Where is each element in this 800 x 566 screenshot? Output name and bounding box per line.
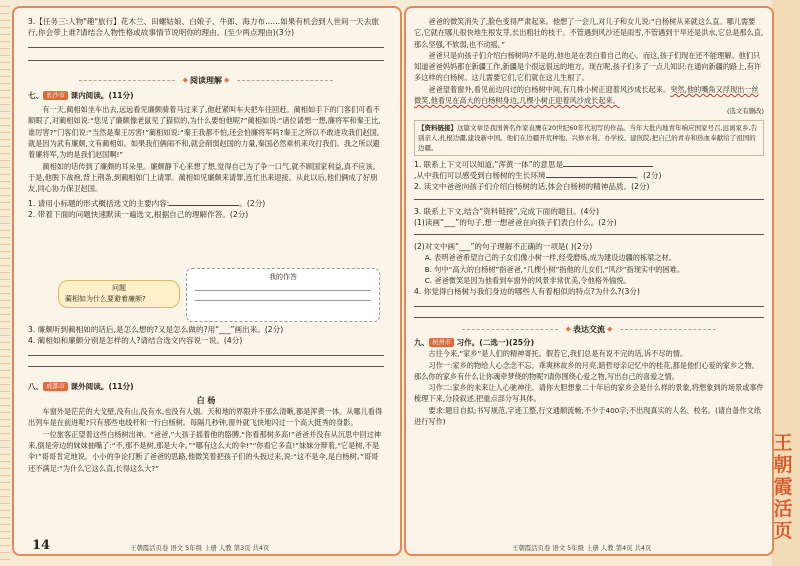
left-q3: 3.【任务三:人物"趣"旅行】花木兰、田螺姑娘、白娘子、牛郎、海力布……如果有机会到人世间一天去旅行,你会带上谁?请结合人物性格或故事情节说明你的理由。(至少两点理由)(3分)	[28, 17, 379, 38]
binding-edge	[0, 0, 10, 566]
section-title: 表达交流	[573, 324, 605, 334]
passage-para: 有一天,蔺相如坐车出去,远远看见廉颇骑着马过来了,他赶紧叫车夫把车往回赶。蔺相如手下的门客们可看不顺眼了,对蔺相如说:“您见了廉颇像老鼠见了猫似的,为什么要怕他呢?”蔺相如说:“诸位请想一想,廉将军和秦王比,谁厉害?”门客们说:“当然是秦王厉害!”蔺相如说:“秦王我都不怕,还会怕廉将军吗?秦王之所以不敢进攻我们赵国,就是因为武有廉颇,文有蔺相如。如果我们俩闹不和,就会削弱赵国的力量,秦国必然乘机来攻打我们。我之所以避着廉将军,为的是我们赵国啊!”	[28, 105, 381, 160]
answer-box[interactable]	[186, 268, 380, 322]
article-para: 爸爸只是向孩子们介绍白杨树吗?不是的,他也是在表白着自己的心。而这,孩子们现在还不能理解。他们只知道爸爸妈妈都在新疆工作,新疆是个很远很远的地方。现在呢,孩子们多了一点儿知识:在通向新疆的路上,有许多这样的白杨树。这儿需要它们,它们就在这儿生根了。	[414, 50, 762, 83]
left-q2: 2. 带着下面的问题快速默读一遍选文,根据自己的理解作答。(2分)	[28, 209, 249, 219]
writing-intro: 古往今来,“家乡”是人们的精神寄托。假若它,我们总是有说不完的话,诉不尽的情。	[428, 349, 688, 359]
s7-heading: 七、 长沙市 课内阅读。(11分)	[28, 90, 134, 100]
answer-label: 我的作答	[269, 273, 297, 281]
left-q4: 4. 蔺相如和廉颇分别是怎样的人?请结合选文内容说一说。(4分)	[28, 336, 243, 346]
option-b[interactable]: B. 句中“高大的白杨树”指爸爸,“几棵小树”指他的儿女们,“风沙”指现实中的困难。	[424, 264, 685, 274]
left-column	[28, 16, 384, 220]
answer-line[interactable]	[414, 306, 764, 307]
page-footer: 王朝霞活页卷 语文 5年级 上册 人教 第4页 共4页	[512, 544, 652, 552]
answer-line[interactable]	[28, 355, 384, 356]
info-link: 【资料链接】这篇文章是我国著名作家袁鹰在20世纪60年代初写的作品。当年大批内地青年响应国家号召,远离家乡,告别亲人,扎根边疆,建设新中国。他们在边疆开荒种地、兴修水利、办学校、建医院,把自己的青春和热血奉献给了祖国的边疆。	[414, 120, 764, 156]
article-para: 一位旅客正望着这些白杨树出神。“爸爸,”大孩子摇着他的胳膊,“你看那树多高!”爸爸并没有从沉思中回过神来,倒是旁边的妹妹抽嘴了:“不,那不是树,那是大伞。”“哪有这么大的伞!”“你看它多直!”妹妹分辩着,“它是树,不是伞!”哥哥肯定地说。小小的争论打断了爸爸的思路,他微笑着把孩子们的头扳过来,说:“这不是伞,是白杨树。”哥哥还不满足:“为什么它这么直,长得这么大?”	[28, 429, 381, 473]
right-q3b: (2)对文中画“___”的句子理解不正确的一项是( )(2分)	[414, 242, 593, 252]
answer-line[interactable]	[195, 290, 371, 291]
answer-line[interactable]	[28, 60, 384, 61]
writing-option-1: 习作一:家乡的物给人心念念不忘。乖爽林故乡的月亮,暗哲母亲记忆中的桂花,都是他们心爱的家乡之物。那么你的家乡有什么让你魂牵梦绕的物呢?请你围绕心爱之物,写出自己的喜爱之情。	[414, 360, 759, 381]
answer-line[interactable]	[414, 199, 764, 200]
section-banner-writing: ◆ 表达交流 ◆	[414, 324, 764, 335]
section-banner-reading: ◆ 阅读理解 ◆	[28, 75, 384, 86]
right-q1b: ,从中我们可以感受到白杨树的生长环境 。(2分)	[414, 170, 662, 180]
answer-line[interactable]	[28, 366, 384, 367]
article-para: 爸爸的微笑消失了,脸色变得严肃起来。他想了一会儿,对儿子和女儿说:“白杨树从来就这么直。哪儿需要它,它就在哪儿很快地生根发芽,长出粗壮的枝干。不管遇到风沙还是雨雪,不管遇到干旱还是洪水,它总是那么直,那么坚强,不软弱,也不动摇。”	[414, 17, 764, 49]
s8-heading: 八、 成都市 课外阅读。(11分)	[28, 381, 134, 391]
city-tag: 成都市	[43, 382, 68, 391]
answer-line[interactable]	[28, 47, 384, 48]
page-number: 14	[32, 538, 51, 553]
left-q1: 1. 请用小标题的形式概括选文的主要内容: 。(2分)	[28, 198, 266, 208]
question-text: 蔺相如为什么要避着廉颇?	[65, 295, 146, 303]
brand-logo: 王 朝 霞 活 页	[773, 432, 793, 542]
s9-heading: 九、 杭州市 习作。(二选一)(25分)	[414, 337, 535, 347]
passage-para: 蔺相如的话传到了廉颇的耳朵里。廉颇静下心来想了想,觉得自己为了争一口气,就不顾国家利益,真不应该。于是,他脱下战袍,背上荆条,到蔺相如门上请罪。蔺相如见廉颇来请罪,连忙出来迎接。从此以后,他们俩成了好朋友,同心协力保卫赵国。	[28, 161, 380, 194]
option-a[interactable]: A. 表明爸爸希望自己的子女们像小树一样,经受磨炼,成为建设边疆的栋梁之材。	[424, 253, 676, 263]
right-q3: 3. 联系上下文,结合“资料链接”,完成下面的题目。(4分)	[414, 206, 599, 216]
right-q3a: (1)读画“___”的句子,想一想爸爸在向孩子们表白什么。(2分)	[414, 217, 617, 227]
writing-requirements: 要求:题目自拟;书写规范,字迹工整,行文通顺流畅;不少于400字;不出现真实的人名、校名。(请自备作文纸进行写作)	[414, 405, 762, 427]
question-label: 问题	[112, 284, 126, 292]
answer-line[interactable]	[414, 317, 764, 318]
article-title: 白 杨	[196, 395, 216, 405]
right-q4: 4. 你觉得白杨树与我们身边的哪些人有着相似的特点?为什么?(3分)	[414, 287, 640, 297]
article-para: 爸爸望着窗外,看见前边闪过的白杨树中间,有几株小树正迎着风沙成长起来。突然,他的嘴角又浮现出一丝微笑,他看见在高大的白杨树身边,几棵小树正迎着风沙成长起来。	[414, 84, 759, 106]
page-footer: 王朝霞活页卷 语文 5年级 上册 人教 第3页 共4页	[130, 544, 270, 552]
option-c[interactable]: C. 爸爸微笑是因为他看到车窗外的风景非常优美,令他格外愉悦。	[424, 276, 631, 286]
source-note: (选文有删改)	[727, 107, 764, 116]
question-cloud	[58, 280, 180, 308]
answer-line[interactable]	[195, 300, 371, 301]
right-q1: 1. 联系上下文可以知道,“浑黄一体”的意思是	[414, 159, 764, 170]
article-para: 车窗外是茫茫的大戈壁,没有山,没有水,也没有人烟。天和地的界限并不那么清晰,都是浑黄一体。从哪儿看得出列车是在前进呢?只有那些电线杆和一行白杨树。每隔几秒钟,窗外就飞快地闪过一个高大挺秀的身影。	[28, 407, 383, 428]
city-tag: 长沙市	[43, 91, 68, 100]
writing-option-2: 习作二:家乡的未来让人心驰神往。请你大胆想象二十年后的家乡会是什么样的景象,将想象到的场景或事件梳理下来,分段叙述,把重点部分写具体。	[414, 383, 764, 404]
left-q3b: 3. 廉颇听到蔺相如的话后,是怎么想的?又是怎么做的?用“___”画出来。(2分)	[28, 325, 284, 334]
city-tag: 杭州市	[429, 338, 454, 347]
left-column-lower	[28, 324, 384, 474]
right-column	[414, 16, 764, 427]
right-q2: 2. 读文中爸爸向孩子们介绍白杨树的话,体会白杨树的精神品质。(2分)	[414, 182, 650, 192]
answer-line[interactable]	[414, 234, 764, 235]
section-title: 阅读理解	[190, 75, 222, 85]
